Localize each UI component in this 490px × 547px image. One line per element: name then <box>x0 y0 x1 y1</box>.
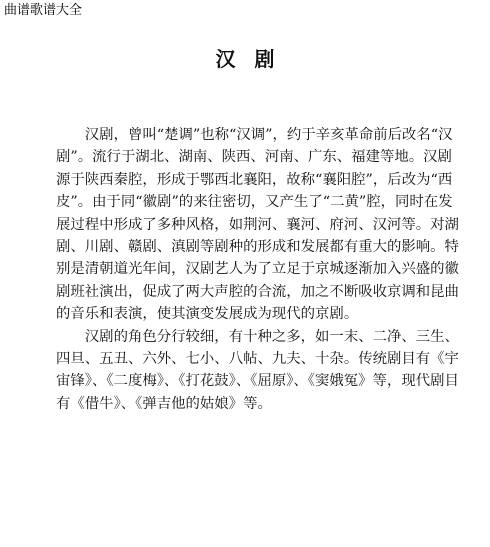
text-line: 剧”。流行于湖北、湖南、陕西、河南、广东、福建等地。汉剧 <box>56 149 452 166</box>
text-line: 别是清朝道光年间，汉剧艺人为了立足于京城逐渐加入兴盛的徽 <box>56 261 459 278</box>
text-line: 皮”。由于同“徽剧”的来往密切，又产生了“二黄”腔，同时在发 <box>56 194 453 211</box>
text-line: 汉剧的角色分行较细，有十种之多，如一末、二净、三生、 <box>56 328 459 345</box>
paragraph-roles-and-repertoire <box>56 326 470 416</box>
text-line: 源于陕西秦腔，形成于鄂西北襄阳，故称“襄阳腔”，后改为“西 <box>56 171 453 188</box>
site-header: 曲谱歌谱大全 <box>4 3 83 18</box>
text-line: 汉剧，曾叫“楚调”也称“汉调”，约于辛亥革命前后改名“汉 <box>56 127 453 143</box>
text-line: 剧班社演出，促成了两大声腔的合流，加之不断吸收京调和昆曲 <box>56 283 459 300</box>
text-line: 剧、川剧、赣剧、滇剧等剧种的形成和发展都有重大的影响。特 <box>56 238 459 255</box>
text-line: 宙锋》、《二度梅》、《打花鼓》、《屈原》、《窦娥冤》等，现代剧目 <box>56 373 459 390</box>
text-line: 四旦、五丑、六外、七小、八帖、九夫、十杂。传统剧目有《宇 <box>56 350 459 367</box>
text-line: 展过程中形成了多种风格，如荆河、襄河、府河、汉河等。对湖 <box>56 216 459 233</box>
text-line: 的音乐和表演，使其演变发展成为现代的京剧。 <box>56 306 359 323</box>
paragraph-history <box>56 124 470 326</box>
text-line: 有《借牛》、《弹吉他的姑娘》等。 <box>56 395 272 412</box>
page-title: 汉 剧 <box>215 47 281 71</box>
article-body <box>56 124 470 415</box>
